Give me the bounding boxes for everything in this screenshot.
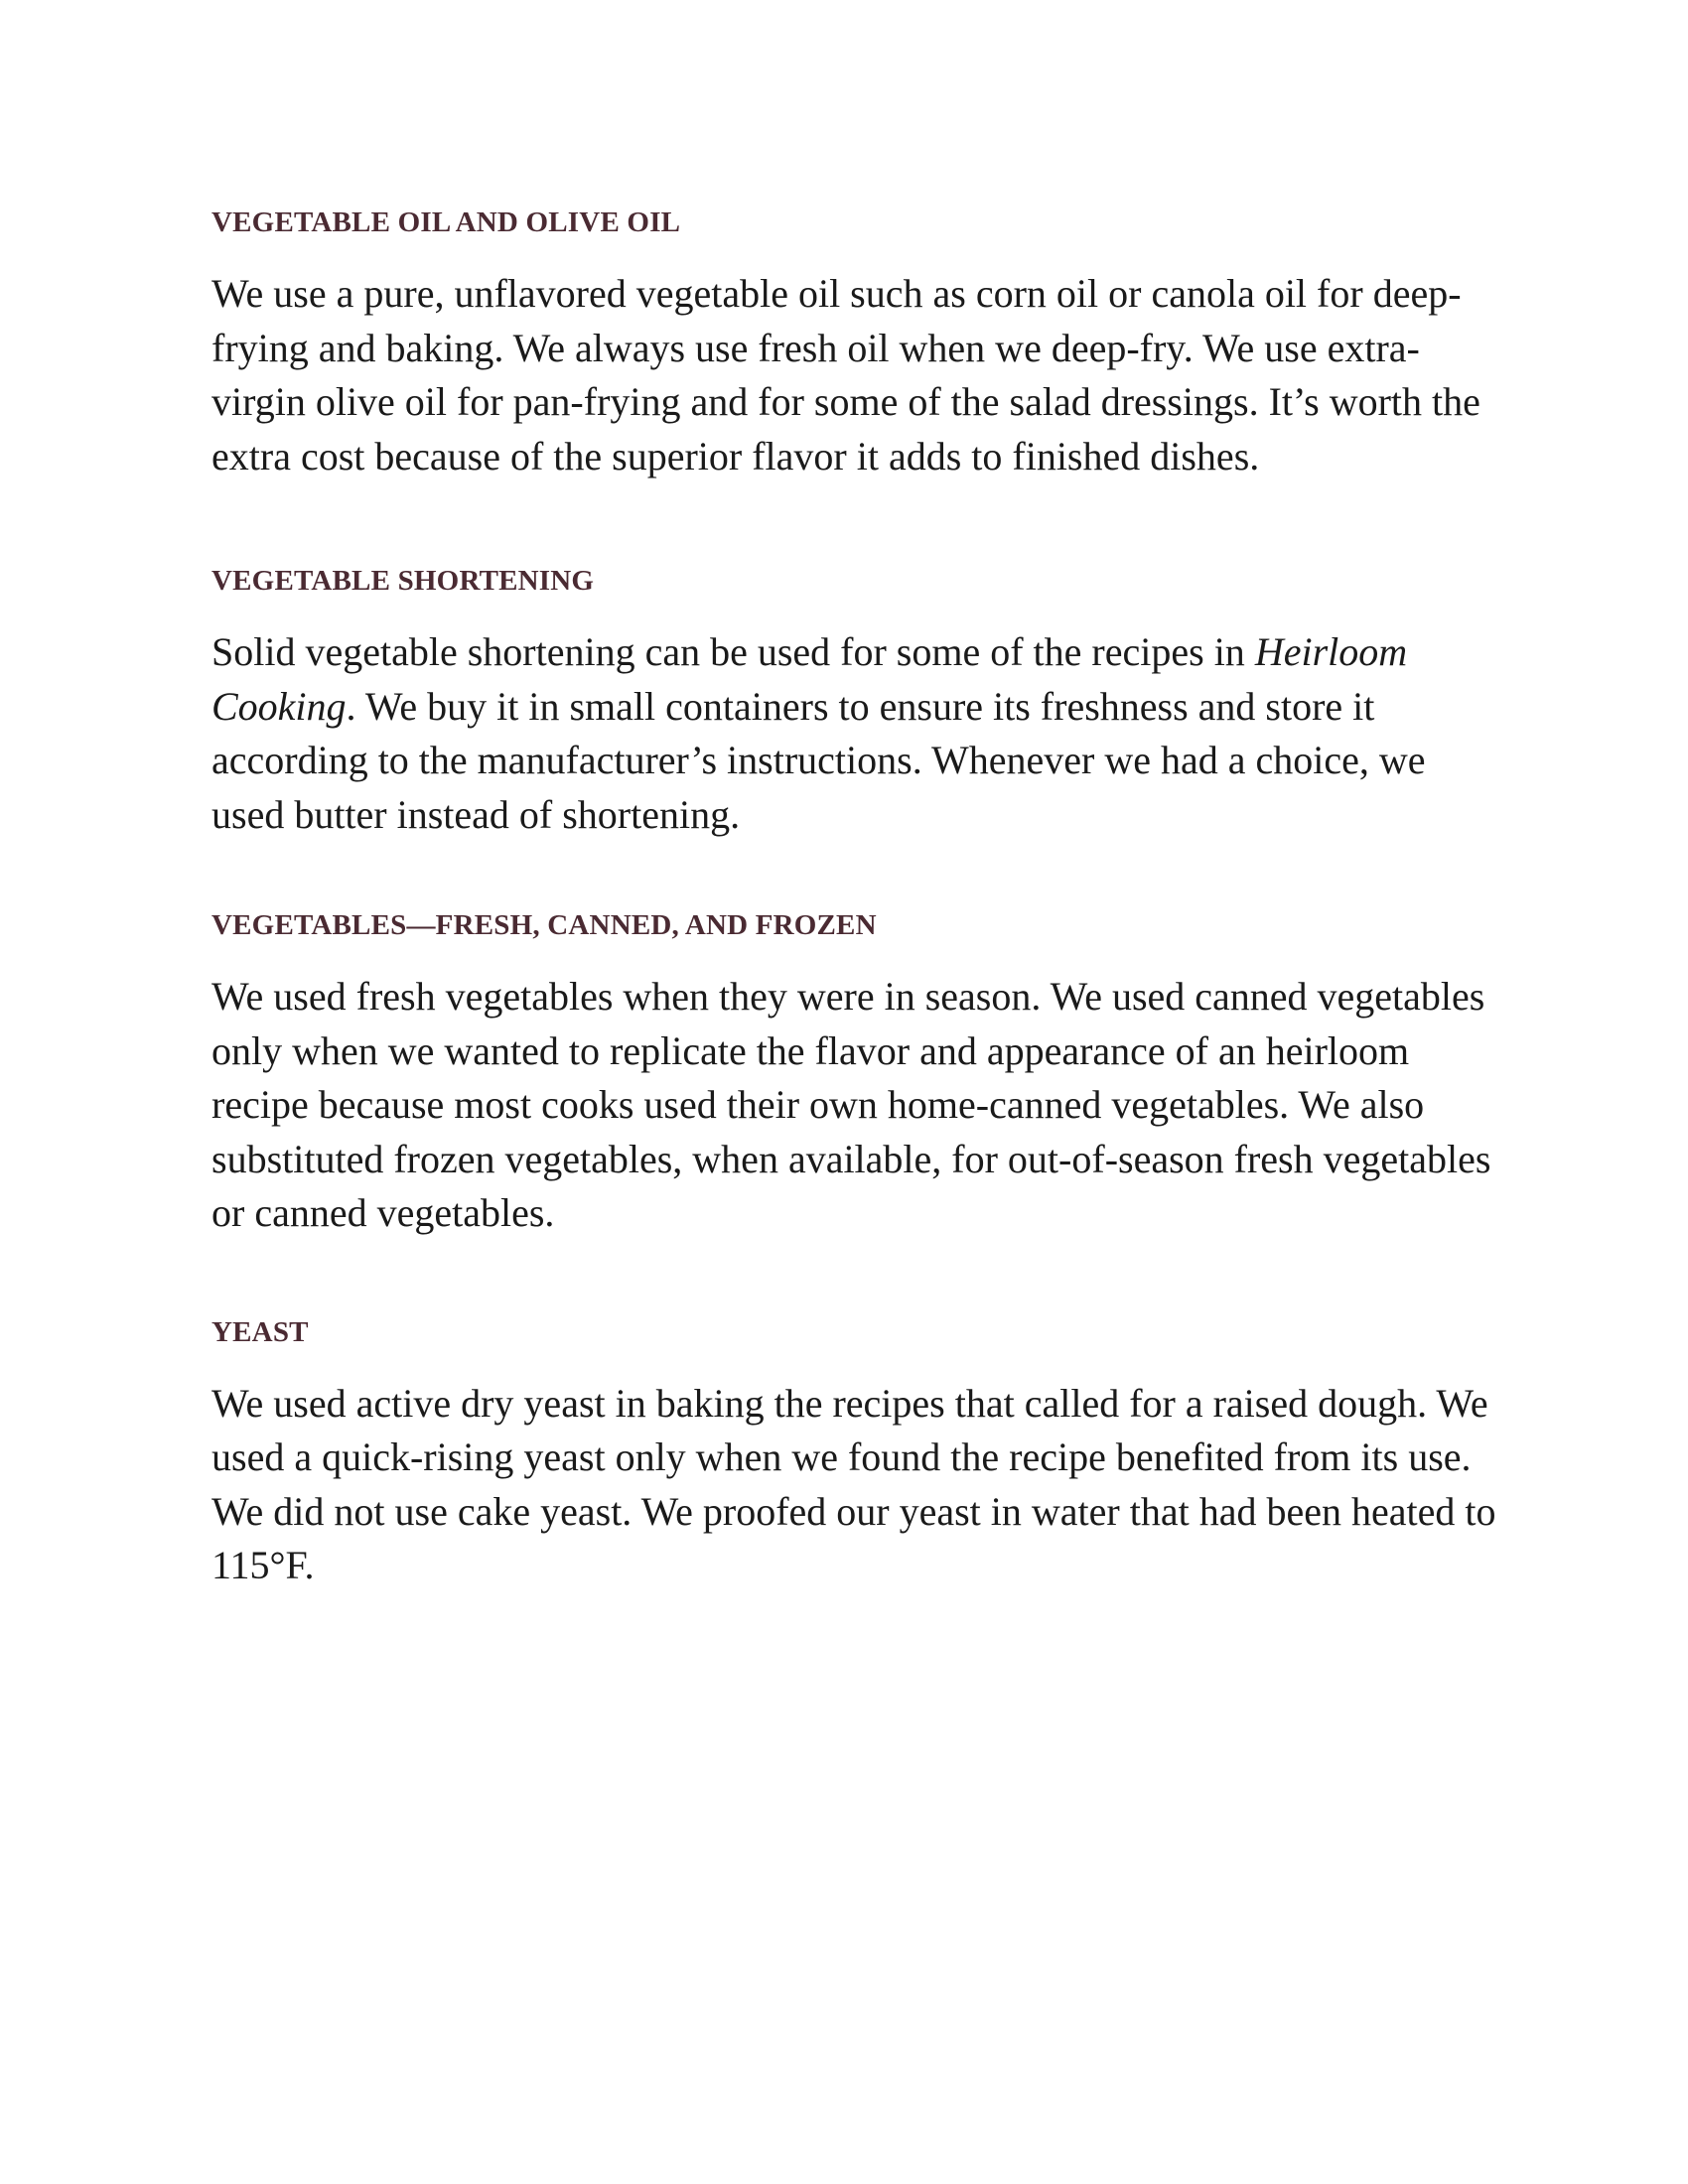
body-text-before: Solid vegetable shortening can be used for some of the recipes in <box>211 629 1255 674</box>
section-heading: VEGETABLE OIL AND OLIVE OIL <box>211 206 681 238</box>
body-text-after: . We buy it in small containers to ensure its freshness and store it according to the manufacturer’s instructions. Whenever we had a choice, we used butter instead of shortening. <box>211 683 1426 837</box>
section-heading: VEGETABLES—FRESH, CANNED, AND FROZEN <box>211 909 877 941</box>
document-page <box>211 208 1502 1593</box>
section-vegetable-shortening <box>211 567 1502 842</box>
section-body: We used fresh vegetables when they were in season. We used canned vegetables only when we wanted to replicate the flavor and appearance of an heirloom recipe because most cooks used their own home-canned vegetables. We also substituted frozen vegetables, when available, for out-of-season fresh vegetables or canned vegetables. <box>211 974 1491 1235</box>
section-vegetable-oil <box>211 208 1502 483</box>
section-vegetables <box>211 911 1502 1241</box>
book-title-italic: Heirloom Cooking <box>211 629 1408 729</box>
section-body: We used active dry yeast in baking the recipes that called for a raised dough. We used a quick-rising yeast only when we found the recipe benefited from its use. We did not use cake yeast. We proofed our yeast in water that had been heated to 115°F. <box>211 1380 1496 1587</box>
section-heading: YEAST <box>211 1315 309 1348</box>
section-yeast <box>211 1315 1502 1593</box>
section-body: We use a pure, unflavored vegetable oil such as corn oil or canola oil for deep-frying and baking. We always use fresh oil when we deep-fry. We use extra-virgin olive oil for pan-frying and for some of the salad dressings. It’s worth the extra cost because of the superior flavor it adds to finished dishes. <box>211 271 1480 478</box>
section-body <box>211 625 1502 842</box>
section-heading: VEGETABLE SHORTENING <box>211 565 595 597</box>
